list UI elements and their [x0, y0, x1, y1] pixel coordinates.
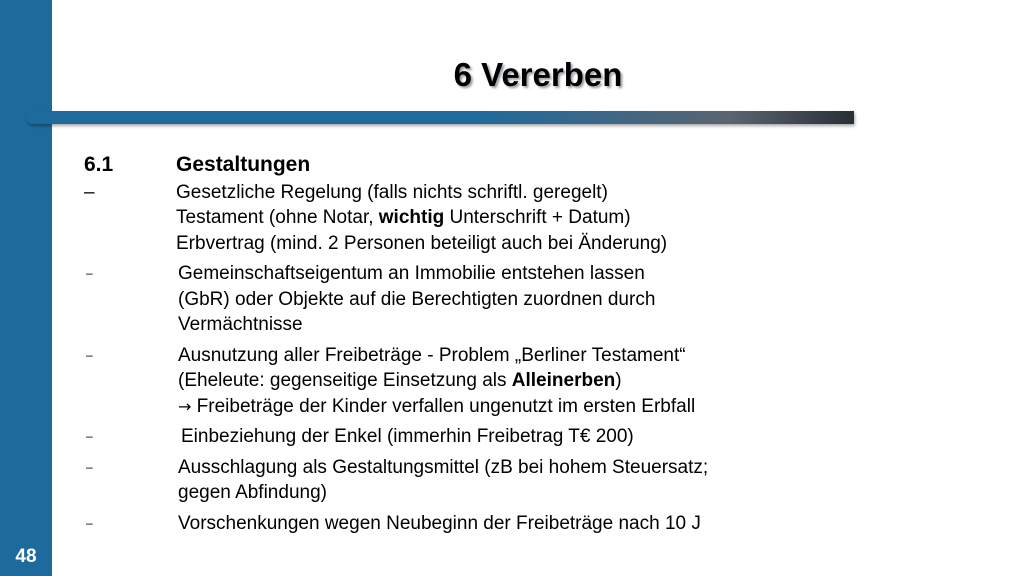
list-item	[84, 261, 844, 338]
list-item-line: Vermächtnisse	[178, 314, 303, 335]
list-bullet: –	[86, 347, 93, 362]
list-item	[84, 343, 844, 420]
list-bullet: –	[86, 429, 93, 443]
list-bullet: –	[86, 515, 93, 530]
section-number: 6.1	[84, 153, 114, 176]
list-item	[84, 455, 844, 506]
emphasis-text: Alleinerben	[511, 370, 616, 391]
list-item-line: Testament (ohne Notar, wichtig Unterschrift + Datum)	[176, 207, 631, 228]
list-item	[84, 511, 844, 537]
section-heading	[84, 152, 844, 178]
list-item-line: Erbvertrag (mind. 2 Personen beteiligt auch bei Änderung)	[176, 232, 668, 254]
list-item-line: (GbR) oder Objekte auf die Berechtigten zuordnen durch	[178, 288, 656, 310]
list-item-line: Ausnutzung aller Freibeträge - Problem „Berliner Testament“	[178, 344, 686, 366]
emphasis-text: wichtig	[378, 207, 445, 228]
list-item-line: Einbeziehung der Enkel (immerhin Freibetrag T€ 200)	[181, 426, 634, 447]
slide-content	[84, 152, 844, 541]
list-item-line: (Eheleute: gegenseitige Einsetzung als Alleinerben)	[178, 370, 622, 391]
list-item-line: Gesetzliche Regelung (falls nichts schriftl. geregelt)	[176, 181, 608, 203]
list-item-line: → Freibeträge der Kinder verfallen ungenutzt im ersten Erbfall	[178, 395, 696, 417]
list-item-line: gegen Abfindung)	[178, 482, 327, 503]
page-number: 48	[15, 546, 37, 567]
list-item	[84, 180, 844, 257]
list-item	[84, 424, 844, 450]
left-sidebar-bar	[0, 0, 52, 576]
list-bullet: –	[86, 266, 93, 280]
title-divider-bar	[26, 111, 854, 124]
list-item-line: Gemeinschaftseigentum an Immobilie entstehen lassen	[178, 263, 645, 284]
list-bullet: –	[84, 181, 95, 203]
list-item-line: Vorschenkungen wegen Neubeginn der Freibeträge nach 10 J	[178, 512, 701, 534]
section-title: Gestaltungen	[176, 153, 311, 176]
slide-title: 6 Vererben	[453, 56, 623, 93]
arrow-right-icon: →	[178, 396, 192, 416]
list-bullet: –	[86, 459, 93, 474]
list-item-line: Ausschlagung als Gestaltungsmittel (zB bei hohem Steuersatz;	[178, 456, 709, 478]
